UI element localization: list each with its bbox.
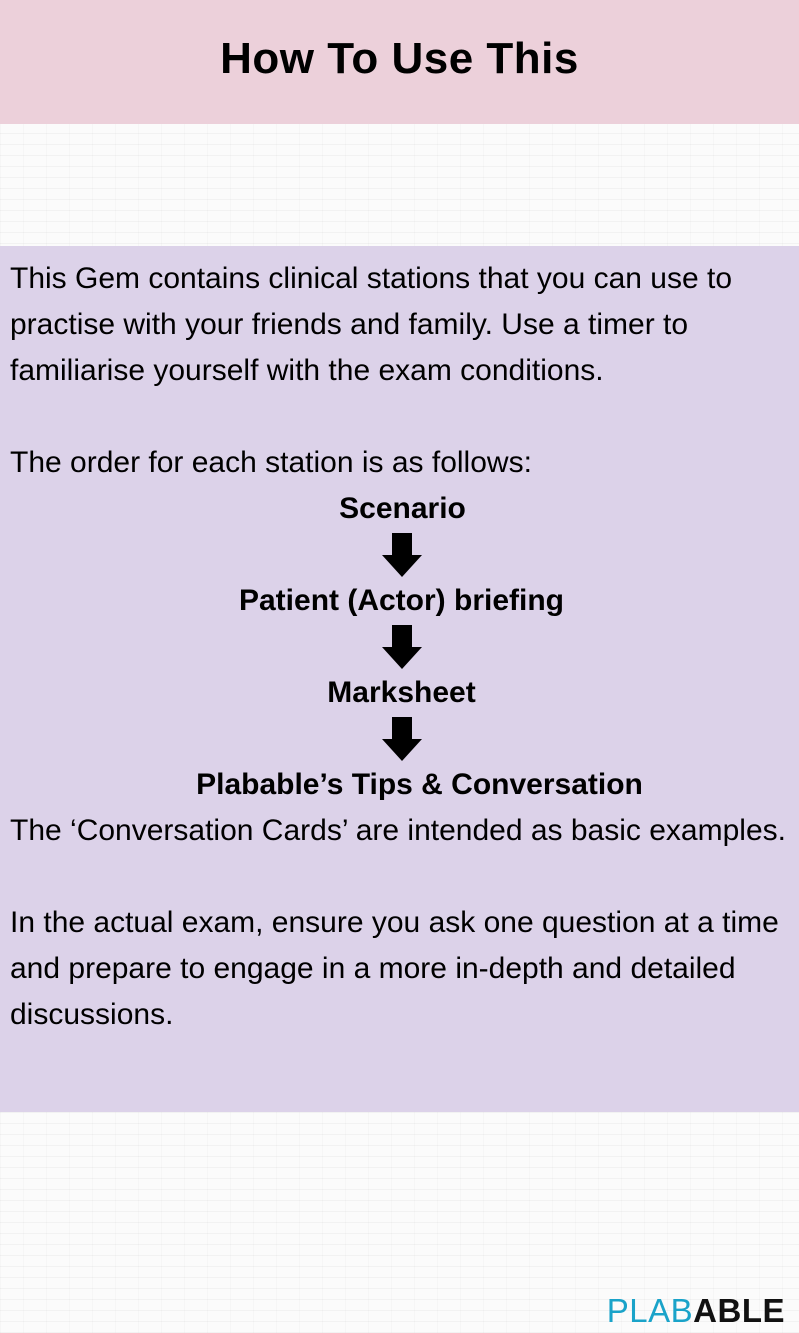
exam-advice: In the actual exam, ensure you ask one question at a time and prepare to engage in a more in-depth and detailed discussions. [10,906,779,1031]
logo-part-plab: PLAB [606,1292,694,1329]
page-title: How To Use This [220,34,579,83]
instructions-panel [0,246,799,1112]
step-patient-briefing: Patient (Actor) briefing [238,584,564,617]
step-marksheet: Marksheet [327,676,476,709]
conversation-cards-note: The ‘Conversation Cards’ are intended as basic examples. [10,814,786,847]
step-scenario: Scenario [339,492,466,525]
station-order-flow [10,486,793,808]
spacer [10,394,793,440]
down-arrow-icon [382,532,422,578]
logo-part-able: ABLE [693,1292,785,1329]
intro-paragraph: This Gem contains clinical stations that you can use to practise with your friends and family. Use a timer to familiarise yourself with the exam conditions. [10,262,733,387]
down-arrow-icon [382,716,422,762]
order-intro: The order for each station is as follows: [10,446,532,479]
spacer [10,854,793,900]
step-tips-conversation: Plabable’s Tips & Conversation [196,768,643,801]
plabable-logo [607,1294,785,1327]
down-arrow-icon [382,624,422,670]
title-banner [0,0,799,124]
